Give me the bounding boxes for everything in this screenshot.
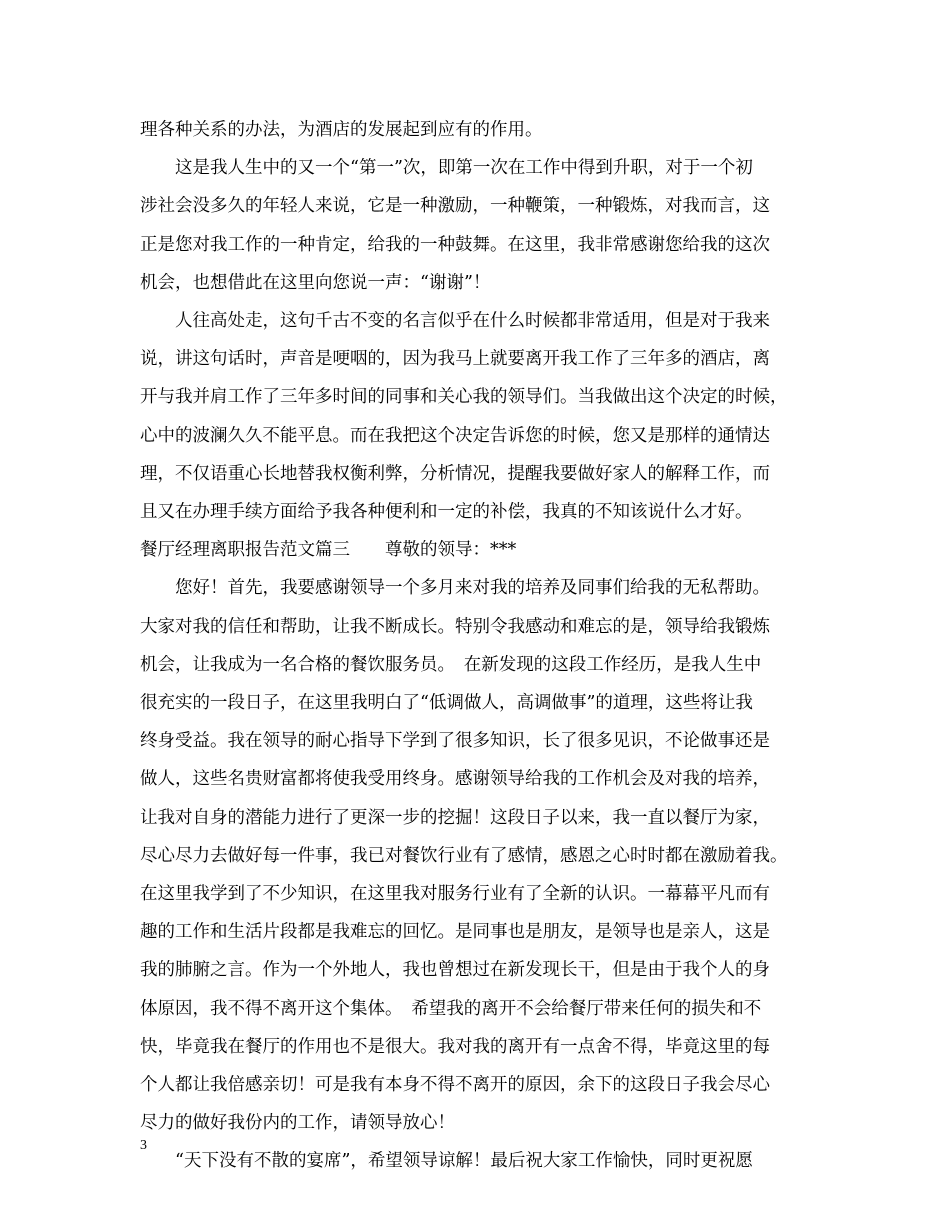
text-line: “天下没有不散的宴席”，希望领导谅解！最后祝大家工作愉快，同时更祝愿	[140, 1151, 753, 1171]
text-line: 让我对自身的潜能力进行了更深一步的挖掘！这段日子以来，我一直以餐厅为家，	[140, 808, 770, 828]
text-line: 餐厅经理离职报告范文篇三 尊敬的领导：***	[140, 540, 517, 560]
text-line: 快，毕竟我在餐厅的作用也不是很大。我对我的离开有一点舍不得，毕竟这里的每	[140, 1037, 770, 1057]
text-line: 且又在办理手续方面给予我各种便利和一定的补偿，我真的不知该说什么才好。	[140, 502, 753, 522]
text-line: 理，不仅语重心长地替我权衡利弊，分析情况，提醒我要做好家人的解释工作，而	[140, 464, 770, 484]
text-line: 在这里我学到了不少知识，在这里我对服务行业有了全新的认识。一幕幕平凡而有	[140, 884, 770, 904]
text-line: 很充实的一段日子，在这里我明白了“低调做人，高调做事”的道理，这些将让我	[140, 693, 753, 713]
text-line: 我的肺腑之言。作为一个外地人，我也曾想过在新发现长干，但是由于我个人的身	[140, 960, 770, 980]
text-line: 尽心尽力去做好每一件事，我已对餐饮行业有了感情，感恩之心时时都在激励着我。	[140, 846, 788, 866]
text-line: 心中的波澜久久不能平息。而在我把这个决定告诉您的时候，您又是那样的通情达	[140, 426, 770, 446]
text-line: 人往高处走，这句千古不变的名言似乎在什么时候都非常适用，但是对于我来	[140, 311, 770, 331]
text-line: 机会，让我成为一名合格的餐饮服务员。 在新发现的这段工作经历，是我人生中	[140, 655, 762, 675]
text-line: 正是您对我工作的一种肯定，给我的一种鼓舞。在这里，我非常感谢您给我的这次	[140, 235, 770, 255]
text-line: 体原因，我不得不离开这个集体。 希望我的离开不会给餐厅带来任何的损失和不	[140, 999, 762, 1019]
text-line: 理各种关系的办法，为酒店的发展起到应有的作用。	[140, 120, 543, 140]
text-line: 大家对我的信任和帮助，让我不断成长。特别令我感动和难忘的是，领导给我锻炼	[140, 617, 770, 637]
text-line: 终身受益。我在领导的耐心指导下学到了很多知识，长了很多见识，不论做事还是	[140, 731, 770, 751]
text-line: 个人都让我倍感亲切！可是我有本身不得不离开的原因，余下的这段日子我会尽心	[140, 1075, 770, 1095]
text-line: 做人，这些名贵财富都将使我受用终身。感谢领导给我的工作机会及对我的培养，	[140, 769, 770, 789]
text-line: 说，讲这句话时，声音是哽咽的，因为我马上就要离开我工作了三年多的酒店，离	[140, 349, 770, 369]
text-line: 趣的工作和生活片段都是我难忘的回忆。是同事也是朋友，是领导也是亲人，这是	[140, 922, 770, 942]
page-number: 3	[140, 1138, 147, 1153]
text-line: 这是我人生中的又一个“第一”次，即第一次在工作中得到升职，对于一个初	[140, 158, 753, 178]
text-line: 您好！首先，我要感谢领导一个多月来对我的培养及同事们给我的无私帮助。	[140, 578, 770, 598]
text-line: 涉社会没多久的年轻人来说，它是一种激励，一种鞭策，一种锻炼，对我而言，这	[140, 196, 770, 216]
text-line: 尽力的做好我份内的工作，请领导放心！	[140, 1113, 455, 1133]
text-line: 机会，也想借此在这里向您说一声：“谢谢”！	[140, 273, 491, 293]
text-line: 开与我并肩工作了三年多时间的同事和关心我的领导们。当我做出这个决定的时候，	[140, 387, 788, 407]
